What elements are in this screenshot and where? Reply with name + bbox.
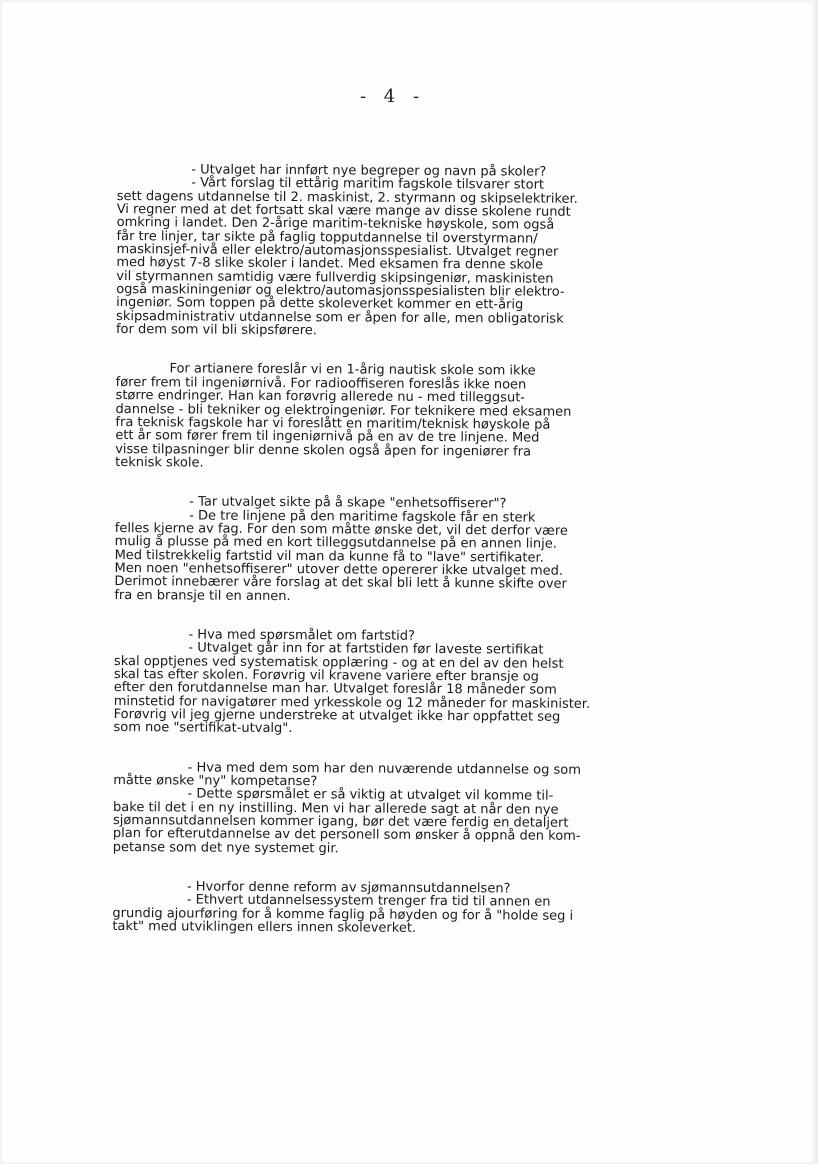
text-line: maskinsjef-nivå eller elektro/automasjonsspesialist. Utvalget regner xyxy=(116,242,559,260)
text-line: vil styrmannen samtidig være fullverdig skipsingeniør, maskinisten xyxy=(116,268,554,287)
document-body xyxy=(112,163,739,937)
text-line: minstetid for navigatører med yrkesskole og 12 måneder for maskinister. xyxy=(113,693,591,712)
text-line: takt" med utviklingen ellers innen skoleverket. xyxy=(112,919,417,936)
text-line: Vi regner med at det fortsatt skal være mange av disse skolene rundt xyxy=(116,202,571,220)
text-line: skipsadministrativ utdannelse som er åpen for alle, men obligatorisk xyxy=(116,308,564,327)
text-line: ett år som fører frem til ingeniørnivå på en av de tre linjene. Med xyxy=(115,428,540,446)
text-line: bake til det i en ny instilling. Men vi har allerede sagt at når den nye xyxy=(113,799,559,818)
text-line: - Dette spørsmålet er så viktig at utvalget vil komme til- xyxy=(113,786,554,805)
text-line: omkring i landet. Den 2-årige maritim-tekniske høyskole, som også xyxy=(116,215,555,234)
paragraph xyxy=(115,362,738,473)
text-line: større endringer. Han kan forøvrig allerede nu - med tilleggsut- xyxy=(115,388,526,406)
text-line: Men noen "enhetsoffiserer" utover dette opererer ikke utvalget med. xyxy=(114,560,564,579)
text-line: efter den forutdannelse man har. Utvalget foreslår 18 måneder som xyxy=(113,680,557,699)
text-line: felles kjerne av fag. For den som måtte ønske det, vil det derfor være xyxy=(114,520,568,539)
text-line: plan for efterutdannelse av det personell som ønsker å oppnå den kom- xyxy=(112,826,581,845)
text-line: som noe "sertifikat-utvalg". xyxy=(113,720,293,737)
page-number: - 4 - xyxy=(360,86,426,107)
paragraph xyxy=(113,761,736,858)
text-line: - Hva med spørsmålet om fartstid? xyxy=(114,626,415,644)
text-line: teknisk skole. xyxy=(115,454,204,471)
text-line: sett dagens utdannelse til 2. maskinist, 2. styrmann og skipselektriker. xyxy=(116,188,578,207)
text-line: Derimot innebærer våre forslag at det skal bli lett å kunne skifte over xyxy=(114,574,567,593)
text-line: fra teknisk fagskole har vi foreslått en maritim/teknisk høyskole på xyxy=(115,414,551,433)
text-line: Med tilstrekkelig fartstid vil man da kunne få to "lave" sertifikater. xyxy=(114,547,544,566)
text-line: med høyst 7-8 slike skoler i landet. Med eksamen fra denne skole xyxy=(116,255,544,274)
text-line: petanse som det nye systemet gir. xyxy=(112,839,339,857)
paragraph xyxy=(114,628,737,739)
text-line: visse tilpasninger blir denne skolen også åpen for ingeniører fra xyxy=(115,441,531,460)
text-line: ingeniør. Som toppen på dette skoleverket kommer en ett-årig xyxy=(116,295,524,313)
text-line: - Utvalget har innført nye begreper og navn på skoler? xyxy=(116,162,547,180)
text-line: - Hva med dem som har den nuværende utdannelse og som xyxy=(113,759,581,778)
text-line: - Tar utvalget sikte på å skape "enhetsoffiserer"? xyxy=(114,494,507,512)
paragraph xyxy=(114,495,737,606)
text-line: - Hvorfor denne reform av sjømannsutdannelsen? xyxy=(112,879,511,897)
paragraph xyxy=(112,880,734,937)
text-line: for dem som vil bli skipsførere. xyxy=(115,322,317,339)
scan-edge xyxy=(812,0,818,1164)
text-line: mulig å plusse på med en kort tilleggsutdannelse på en annen linje. xyxy=(114,534,557,552)
text-line: Forøvrig vil jeg gjerne understreke at utvalget ikke har oppfattet seg xyxy=(113,707,561,725)
text-line: - Ethvert utdannelsessystem trenger fra tid til annen en xyxy=(112,892,551,911)
text-line: - De tre linjene på den maritime fagskole får en sterk xyxy=(114,507,536,526)
text-line: sjømannsutdannelsen kommer igang, bør det være ferdig en detaljert xyxy=(112,813,569,831)
text-line: dannelse - bli tekniker og elektroingeniør. For teknikere med eksamen xyxy=(115,401,572,420)
text-line: også maskiningeniør og elektro/automasjonsspesialisten blir elektro- xyxy=(116,282,565,300)
text-line: fra en bransje til en annen. xyxy=(114,587,291,604)
text-line: - Utvalget går inn for at fartstiden før laveste sertifikat xyxy=(113,640,544,658)
paragraph xyxy=(116,163,739,340)
text-line: grundig ajourføring for å komme faglig på høyden og for å "holde seg i xyxy=(112,905,574,924)
text-line: skal opptjenes ved systematisk opplæring - og at en del av den helst xyxy=(113,653,564,672)
text-line: måtte ønske "ny" kompetanse? xyxy=(113,773,318,790)
text-line: får tre linjer, tar sikte på faglig topputdannelse til overstyrmann/ xyxy=(116,228,538,247)
text-line: skal tas efter skolen. Forøvrig vil kravene variere efter bransje og xyxy=(113,666,539,685)
text-line: For artianere foreslår vi en 1-årig nautisk skole som ikke xyxy=(115,361,536,380)
text-line: fører frem til ingeniørnivå. For radiooffiseren foreslås ikke noen xyxy=(115,374,527,393)
text-line: - Vårt forslag til ettårig maritim fagskole tilsvarer stort xyxy=(116,175,545,193)
